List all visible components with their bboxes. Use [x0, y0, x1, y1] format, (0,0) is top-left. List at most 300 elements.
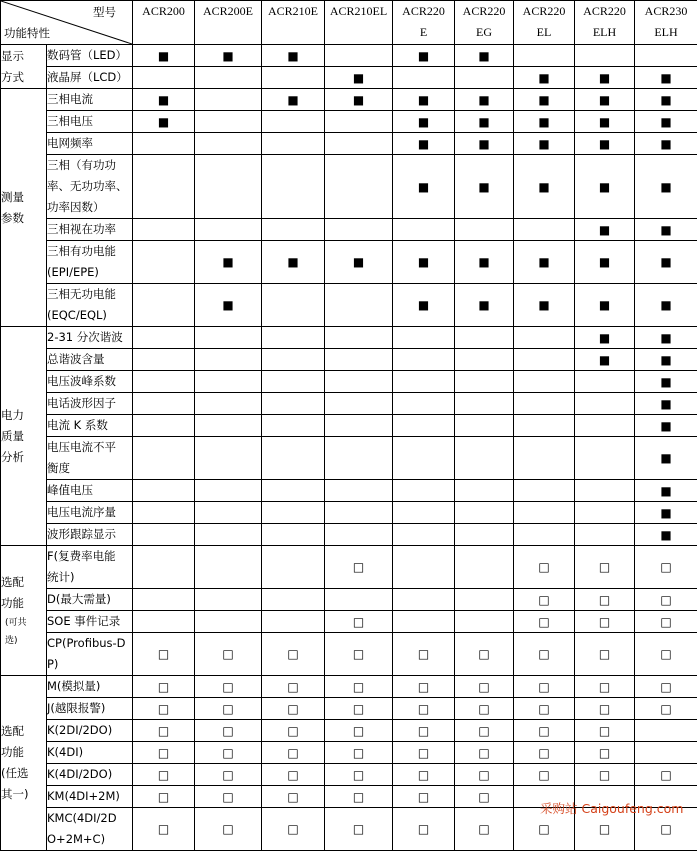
support-cell: [635, 720, 697, 742]
support-cell: [195, 111, 262, 133]
support-cell: [133, 155, 195, 219]
support-cell: [393, 371, 455, 393]
standard-feature-icon: ■: [660, 298, 671, 312]
support-cell: [133, 764, 195, 786]
feature-cell: [47, 480, 133, 502]
feature-cell: [47, 111, 133, 133]
feature-label: CP(Profibus-D P): [47, 636, 126, 671]
feature-label: KM(4DI+2M): [47, 789, 120, 803]
group-label-cell: [1, 546, 47, 676]
support-cell: [575, 611, 635, 633]
support-cell: [133, 502, 195, 524]
support-cell: [195, 502, 262, 524]
optional-feature-icon: □: [538, 724, 549, 738]
optional-feature-icon: □: [287, 746, 298, 760]
spec-row: [1, 764, 697, 786]
optional-feature-icon: □: [287, 647, 298, 661]
standard-feature-icon: ■: [660, 180, 671, 194]
support-cell: [635, 524, 697, 546]
support-cell: [514, 371, 575, 393]
feature-label: 电压电流不平 衡度: [47, 440, 116, 475]
model-name: ACR220 ELH: [583, 4, 626, 39]
support-cell: [133, 786, 195, 808]
support-cell: [575, 764, 635, 786]
support-cell: [393, 524, 455, 546]
optional-feature-icon: □: [478, 768, 489, 782]
support-cell: [635, 349, 697, 371]
support-cell: [393, 676, 455, 698]
support-cell: [575, 633, 635, 676]
spec-row: [1, 67, 697, 89]
support-cell: [575, 133, 635, 155]
support-cell: [393, 633, 455, 676]
support-cell: [635, 611, 697, 633]
support-cell: [262, 480, 325, 502]
group-label-note: (可共 选): [5, 614, 46, 650]
feature-label: KMC(4DI/2D O+2M+C): [47, 811, 117, 846]
support-cell: [455, 589, 514, 611]
support-cell: [455, 349, 514, 371]
support-cell: [195, 764, 262, 786]
support-cell: [195, 676, 262, 698]
feature-label: 电话波形因子: [47, 396, 116, 410]
support-cell: [393, 808, 455, 851]
feature-label: 数码管（LED）: [47, 48, 127, 62]
support-cell: [262, 219, 325, 241]
standard-feature-icon: ■: [660, 397, 671, 411]
support-cell: [262, 502, 325, 524]
standard-feature-icon: ■: [158, 115, 169, 129]
support-cell: [325, 415, 393, 437]
support-cell: [195, 698, 262, 720]
feature-header-label: 功能特性: [4, 25, 50, 41]
support-cell: [514, 284, 575, 327]
support-cell: [635, 155, 697, 219]
support-cell: [195, 808, 262, 851]
support-cell: [575, 371, 635, 393]
spec-row: [1, 111, 697, 133]
spec-row: [1, 546, 697, 589]
group-label-cell: [1, 327, 47, 546]
standard-feature-icon: ■: [538, 115, 549, 129]
optional-feature-icon: □: [222, 822, 233, 836]
support-cell: [455, 241, 514, 284]
support-cell: [133, 546, 195, 589]
support-cell: [455, 111, 514, 133]
model-header: [455, 1, 514, 45]
spec-row: [1, 698, 697, 720]
standard-feature-icon: ■: [418, 255, 429, 269]
group-label-cell: [1, 89, 47, 327]
support-cell: [133, 111, 195, 133]
support-cell: [514, 155, 575, 219]
feature-cell: [47, 415, 133, 437]
support-cell: [455, 371, 514, 393]
support-cell: [455, 393, 514, 415]
support-cell: [514, 524, 575, 546]
support-cell: [455, 698, 514, 720]
feature-label: D(最大需量): [47, 592, 111, 606]
spec-row: [1, 393, 697, 415]
support-cell: [455, 67, 514, 89]
support-cell: [393, 284, 455, 327]
support-cell: [325, 111, 393, 133]
support-cell: [393, 546, 455, 589]
support-cell: [635, 111, 697, 133]
optional-feature-icon: □: [353, 746, 364, 760]
standard-feature-icon: ■: [660, 255, 671, 269]
feature-cell: [47, 45, 133, 67]
support-cell: [133, 524, 195, 546]
support-cell: [514, 676, 575, 698]
support-cell: [133, 284, 195, 327]
standard-feature-icon: ■: [538, 93, 549, 107]
support-cell: [514, 349, 575, 371]
support-cell: [262, 415, 325, 437]
support-cell: [514, 219, 575, 241]
spec-row: [1, 633, 697, 676]
optional-feature-icon: □: [222, 647, 233, 661]
feature-cell: [47, 437, 133, 480]
optional-feature-icon: □: [158, 768, 169, 782]
optional-feature-icon: □: [478, 680, 489, 694]
support-cell: [514, 698, 575, 720]
support-cell: [393, 611, 455, 633]
feature-cell: [47, 589, 133, 611]
model-name: ACR210EL: [330, 4, 387, 18]
support-cell: [195, 524, 262, 546]
support-cell: [393, 89, 455, 111]
feature-label: 三相（有功功 率、无功功率、 功率因数）: [47, 158, 128, 214]
support-cell: [393, 111, 455, 133]
standard-feature-icon: ■: [660, 71, 671, 85]
support-cell: [455, 764, 514, 786]
support-cell: [195, 589, 262, 611]
feature-label: 三相无功电能 (EQC/EQL): [47, 287, 116, 322]
model-header: [575, 1, 635, 45]
support-cell: [514, 241, 575, 284]
support-cell: [575, 393, 635, 415]
support-cell: [325, 546, 393, 589]
support-cell: [325, 284, 393, 327]
feature-label: K(4DI/2DO): [47, 767, 112, 781]
support-cell: [393, 720, 455, 742]
standard-feature-icon: ■: [418, 137, 429, 151]
support-cell: [195, 155, 262, 219]
support-cell: [455, 742, 514, 764]
support-cell: [262, 371, 325, 393]
optional-feature-icon: □: [222, 746, 233, 760]
support-cell: [455, 155, 514, 219]
optional-feature-icon: □: [287, 822, 298, 836]
optional-feature-icon: □: [538, 768, 549, 782]
support-cell: [133, 89, 195, 111]
optional-feature-icon: □: [158, 647, 169, 661]
support-cell: [262, 589, 325, 611]
standard-feature-icon: ■: [353, 71, 364, 85]
support-cell: [575, 742, 635, 764]
feature-label: 波形跟踪显示: [47, 527, 116, 541]
standard-feature-icon: ■: [478, 115, 489, 129]
feature-cell: [47, 133, 133, 155]
spec-row: [1, 327, 697, 349]
optional-feature-icon: □: [660, 560, 671, 574]
support-cell: [455, 720, 514, 742]
support-cell: [195, 219, 262, 241]
support-cell: [575, 415, 635, 437]
support-cell: [325, 371, 393, 393]
spec-row: [1, 133, 697, 155]
feature-cell: [47, 742, 133, 764]
standard-feature-icon: ■: [660, 419, 671, 433]
support-cell: [635, 284, 697, 327]
optional-feature-icon: □: [538, 560, 549, 574]
spec-row: [1, 611, 697, 633]
support-cell: [133, 327, 195, 349]
support-cell: [262, 393, 325, 415]
support-cell: [133, 67, 195, 89]
support-cell: [575, 698, 635, 720]
support-cell: [635, 89, 697, 111]
feature-label: 三相视在功率: [47, 222, 116, 236]
support-cell: [133, 611, 195, 633]
standard-feature-icon: ■: [660, 528, 671, 542]
feature-cell: [47, 720, 133, 742]
support-cell: [514, 111, 575, 133]
feature-cell: [47, 764, 133, 786]
support-cell: [393, 415, 455, 437]
feature-cell: [47, 349, 133, 371]
support-cell: [393, 742, 455, 764]
support-cell: [325, 808, 393, 851]
support-cell: [393, 45, 455, 67]
feature-label: 2-31 分次谐波: [47, 330, 123, 344]
optional-feature-icon: □: [222, 790, 233, 804]
group-label: 选配 功能 (任选 其一): [1, 724, 29, 801]
optional-feature-icon: □: [660, 822, 671, 836]
model-name: ACR220 EG: [463, 4, 506, 39]
support-cell: [133, 633, 195, 676]
support-cell: [133, 219, 195, 241]
support-cell: [262, 742, 325, 764]
support-cell: [393, 349, 455, 371]
optional-feature-icon: □: [418, 647, 429, 661]
support-cell: [262, 133, 325, 155]
support-cell: [325, 589, 393, 611]
header-corner-cell: [1, 1, 133, 45]
support-cell: [325, 133, 393, 155]
optional-feature-icon: □: [353, 680, 364, 694]
optional-feature-icon: □: [538, 746, 549, 760]
support-cell: [262, 241, 325, 284]
standard-feature-icon: ■: [538, 180, 549, 194]
optional-feature-icon: □: [478, 822, 489, 836]
feature-cell: [47, 698, 133, 720]
optional-feature-icon: □: [660, 702, 671, 716]
support-cell: [575, 349, 635, 371]
feature-label: SOE 事件记录: [47, 614, 120, 628]
support-cell: [393, 698, 455, 720]
standard-feature-icon: ■: [478, 93, 489, 107]
support-cell: [635, 480, 697, 502]
feature-label: 三相电流: [47, 92, 93, 106]
optional-feature-icon: □: [660, 615, 671, 629]
support-cell: [514, 589, 575, 611]
support-cell: [262, 611, 325, 633]
support-cell: [195, 480, 262, 502]
optional-feature-icon: □: [538, 702, 549, 716]
support-cell: [133, 371, 195, 393]
feature-cell: [47, 219, 133, 241]
support-cell: [455, 415, 514, 437]
support-cell: [325, 676, 393, 698]
support-cell: [325, 633, 393, 676]
support-cell: [514, 633, 575, 676]
optional-feature-icon: □: [158, 724, 169, 738]
support-cell: [575, 589, 635, 611]
support-cell: [133, 241, 195, 284]
support-cell: [393, 393, 455, 415]
model-name: ACR210E: [268, 4, 318, 18]
support-cell: [195, 284, 262, 327]
support-cell: [393, 133, 455, 155]
support-cell: [262, 786, 325, 808]
support-cell: [635, 133, 697, 155]
support-cell: [514, 720, 575, 742]
optional-feature-icon: □: [599, 615, 610, 629]
spec-row: [1, 480, 697, 502]
spec-row: [1, 720, 697, 742]
support-cell: [262, 67, 325, 89]
optional-feature-icon: □: [599, 768, 610, 782]
feature-label: F(复费率电能 统计): [47, 549, 116, 584]
standard-feature-icon: ■: [538, 137, 549, 151]
support-cell: [262, 808, 325, 851]
optional-feature-icon: □: [287, 680, 298, 694]
support-cell: [195, 371, 262, 393]
feature-cell: [47, 808, 133, 851]
optional-feature-icon: □: [599, 560, 610, 574]
optional-feature-icon: □: [158, 746, 169, 760]
optional-feature-icon: □: [353, 822, 364, 836]
optional-feature-icon: □: [222, 724, 233, 738]
support-cell: [393, 786, 455, 808]
support-cell: [635, 764, 697, 786]
support-cell: [455, 327, 514, 349]
support-cell: [262, 327, 325, 349]
optional-feature-icon: □: [538, 647, 549, 661]
spec-row: [1, 437, 697, 480]
support-cell: [262, 89, 325, 111]
optional-feature-icon: □: [660, 593, 671, 607]
support-cell: [575, 284, 635, 327]
model-name: ACR200: [142, 4, 185, 18]
model-header: [325, 1, 393, 45]
support-cell: [195, 786, 262, 808]
support-cell: [133, 742, 195, 764]
support-cell: [514, 480, 575, 502]
standard-feature-icon: ■: [478, 49, 489, 63]
standard-feature-icon: ■: [599, 298, 610, 312]
model-header: [195, 1, 262, 45]
support-cell: [133, 698, 195, 720]
standard-feature-icon: ■: [287, 49, 298, 63]
optional-feature-icon: □: [418, 724, 429, 738]
support-cell: [635, 589, 697, 611]
support-cell: [325, 393, 393, 415]
optional-feature-icon: □: [478, 790, 489, 804]
feature-cell: [47, 393, 133, 415]
support-cell: [635, 502, 697, 524]
model-name: ACR220 E: [402, 4, 445, 39]
support-cell: [195, 437, 262, 480]
support-cell: [393, 502, 455, 524]
feature-label: K(4DI): [47, 745, 83, 759]
support-cell: [325, 786, 393, 808]
standard-feature-icon: ■: [660, 93, 671, 107]
optional-feature-icon: □: [287, 702, 298, 716]
support-cell: [262, 284, 325, 327]
support-cell: [575, 67, 635, 89]
support-cell: [575, 111, 635, 133]
support-cell: [262, 633, 325, 676]
support-cell: [455, 546, 514, 589]
support-cell: [325, 349, 393, 371]
support-cell: [635, 676, 697, 698]
spec-row: [1, 502, 697, 524]
spec-row: [1, 241, 697, 284]
standard-feature-icon: ■: [599, 115, 610, 129]
standard-feature-icon: ■: [287, 255, 298, 269]
spec-row: [1, 524, 697, 546]
support-cell: [262, 698, 325, 720]
support-cell: [195, 241, 262, 284]
support-cell: [455, 676, 514, 698]
optional-feature-icon: □: [353, 615, 364, 629]
standard-feature-icon: ■: [660, 223, 671, 237]
standard-feature-icon: ■: [222, 298, 233, 312]
optional-feature-icon: □: [660, 647, 671, 661]
support-cell: [455, 808, 514, 851]
support-cell: [133, 720, 195, 742]
support-cell: [635, 546, 697, 589]
spec-row: [1, 676, 697, 698]
support-cell: [325, 45, 393, 67]
group-label: 选配 功能: [1, 575, 24, 610]
support-cell: [635, 393, 697, 415]
feature-label: 电压电流序量: [47, 505, 116, 519]
support-cell: [575, 480, 635, 502]
optional-feature-icon: □: [538, 593, 549, 607]
optional-feature-icon: □: [222, 768, 233, 782]
support-cell: [575, 546, 635, 589]
feature-cell: [47, 676, 133, 698]
support-cell: [195, 611, 262, 633]
support-cell: [262, 437, 325, 480]
support-cell: [133, 415, 195, 437]
spec-row: [1, 89, 697, 111]
standard-feature-icon: ■: [478, 137, 489, 151]
optional-feature-icon: □: [418, 790, 429, 804]
feature-cell: [47, 633, 133, 676]
support-cell: [514, 327, 575, 349]
support-cell: [455, 502, 514, 524]
support-cell: [635, 698, 697, 720]
standard-feature-icon: ■: [418, 298, 429, 312]
standard-feature-icon: ■: [478, 180, 489, 194]
feature-label: J(越限报警): [47, 701, 105, 715]
support-cell: [262, 45, 325, 67]
